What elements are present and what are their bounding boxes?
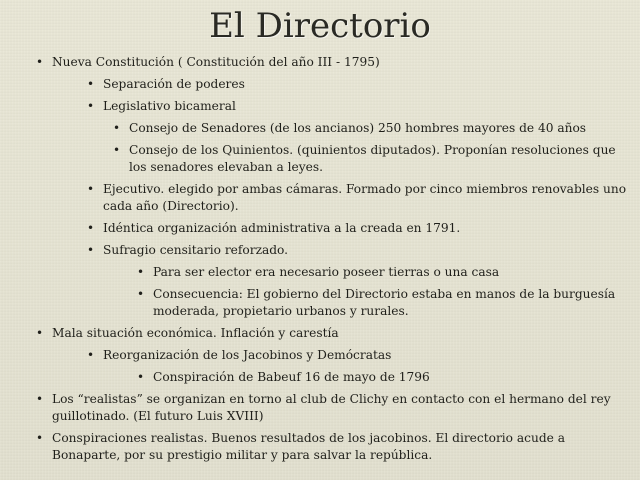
list-item	[0, 391, 640, 425]
bullet-icon: •	[87, 182, 95, 196]
bullet-icon: •	[113, 121, 121, 135]
bullet-icon: •	[137, 370, 145, 384]
list-item	[0, 120, 640, 137]
slide-title: El Directorio	[209, 6, 431, 46]
list-item-text: Sufragio censitario reforzado.	[103, 243, 289, 257]
list-item-text: Para ser elector era necesario poseer tierras o una casa	[153, 265, 500, 279]
list-item-text: Nueva Constitución ( Constitución del año III - 1795)	[52, 55, 380, 69]
bullet-icon: •	[87, 221, 95, 235]
list-item	[0, 242, 640, 259]
list-item-text: Conspiraciones realistas. Buenos resultados de los jacobinos. El directorio acude a Bonaparte, por su prestigio militar y para salvar la república.	[52, 431, 565, 462]
list-item	[0, 54, 640, 71]
bullet-icon: •	[87, 99, 95, 113]
list-item	[0, 347, 640, 364]
list-item-text: Idéntica organización administrativa a la creada en 1791.	[103, 221, 461, 235]
list-item-text: Ejecutivo. elegido por ambas cámaras. Formado por cinco miembros renovables uno cada año (Directorio).	[103, 182, 627, 213]
list-item-text: Separación de poderes	[103, 77, 245, 91]
list-item	[0, 264, 640, 281]
list-item-text: Reorganización de los Jacobinos y Demócratas	[103, 348, 392, 362]
list-item	[0, 430, 640, 464]
list-item	[0, 286, 640, 320]
list-item	[0, 369, 640, 386]
bullet-list	[0, 54, 640, 469]
list-item	[0, 76, 640, 93]
bullet-icon: •	[87, 243, 95, 257]
bullet-icon: •	[87, 77, 95, 91]
bullet-icon: •	[87, 348, 95, 362]
bullet-icon: •	[36, 55, 44, 69]
list-item	[0, 142, 640, 176]
list-item-text: Mala situación económica. Inflación y carestía	[52, 326, 339, 340]
list-item	[0, 325, 640, 342]
bullet-icon: •	[137, 265, 145, 279]
list-item-text: Consejo de Senadores (de los ancianos) 250 hombres mayores de 40 años	[129, 121, 587, 135]
list-item	[0, 98, 640, 115]
bullet-icon: •	[36, 431, 44, 445]
list-item-text: Consecuencia: El gobierno del Directorio estaba en manos de la burguesía moderada, propietario urbanos y rurales.	[153, 287, 616, 318]
bullet-icon: •	[137, 287, 145, 301]
bullet-icon: •	[113, 143, 121, 157]
bullet-icon: •	[36, 392, 44, 406]
list-item-text: Legislativo bicameral	[103, 99, 236, 113]
list-item-text: Los “realistas” se organizan en torno al club de Clichy en contacto con el hermano del rey guillotinado. (El futuro Luis XVIII)	[52, 392, 611, 423]
list-item-text: Consejo de los Quinientos. (quinientos diputados). Proponían resoluciones que los senadores elevaban a leyes.	[129, 143, 616, 174]
list-item	[0, 181, 640, 215]
bullet-icon: •	[36, 326, 44, 340]
list-item-text: Conspiración de Babeuf 16 de mayo de 1796	[153, 370, 430, 384]
list-item	[0, 220, 640, 237]
